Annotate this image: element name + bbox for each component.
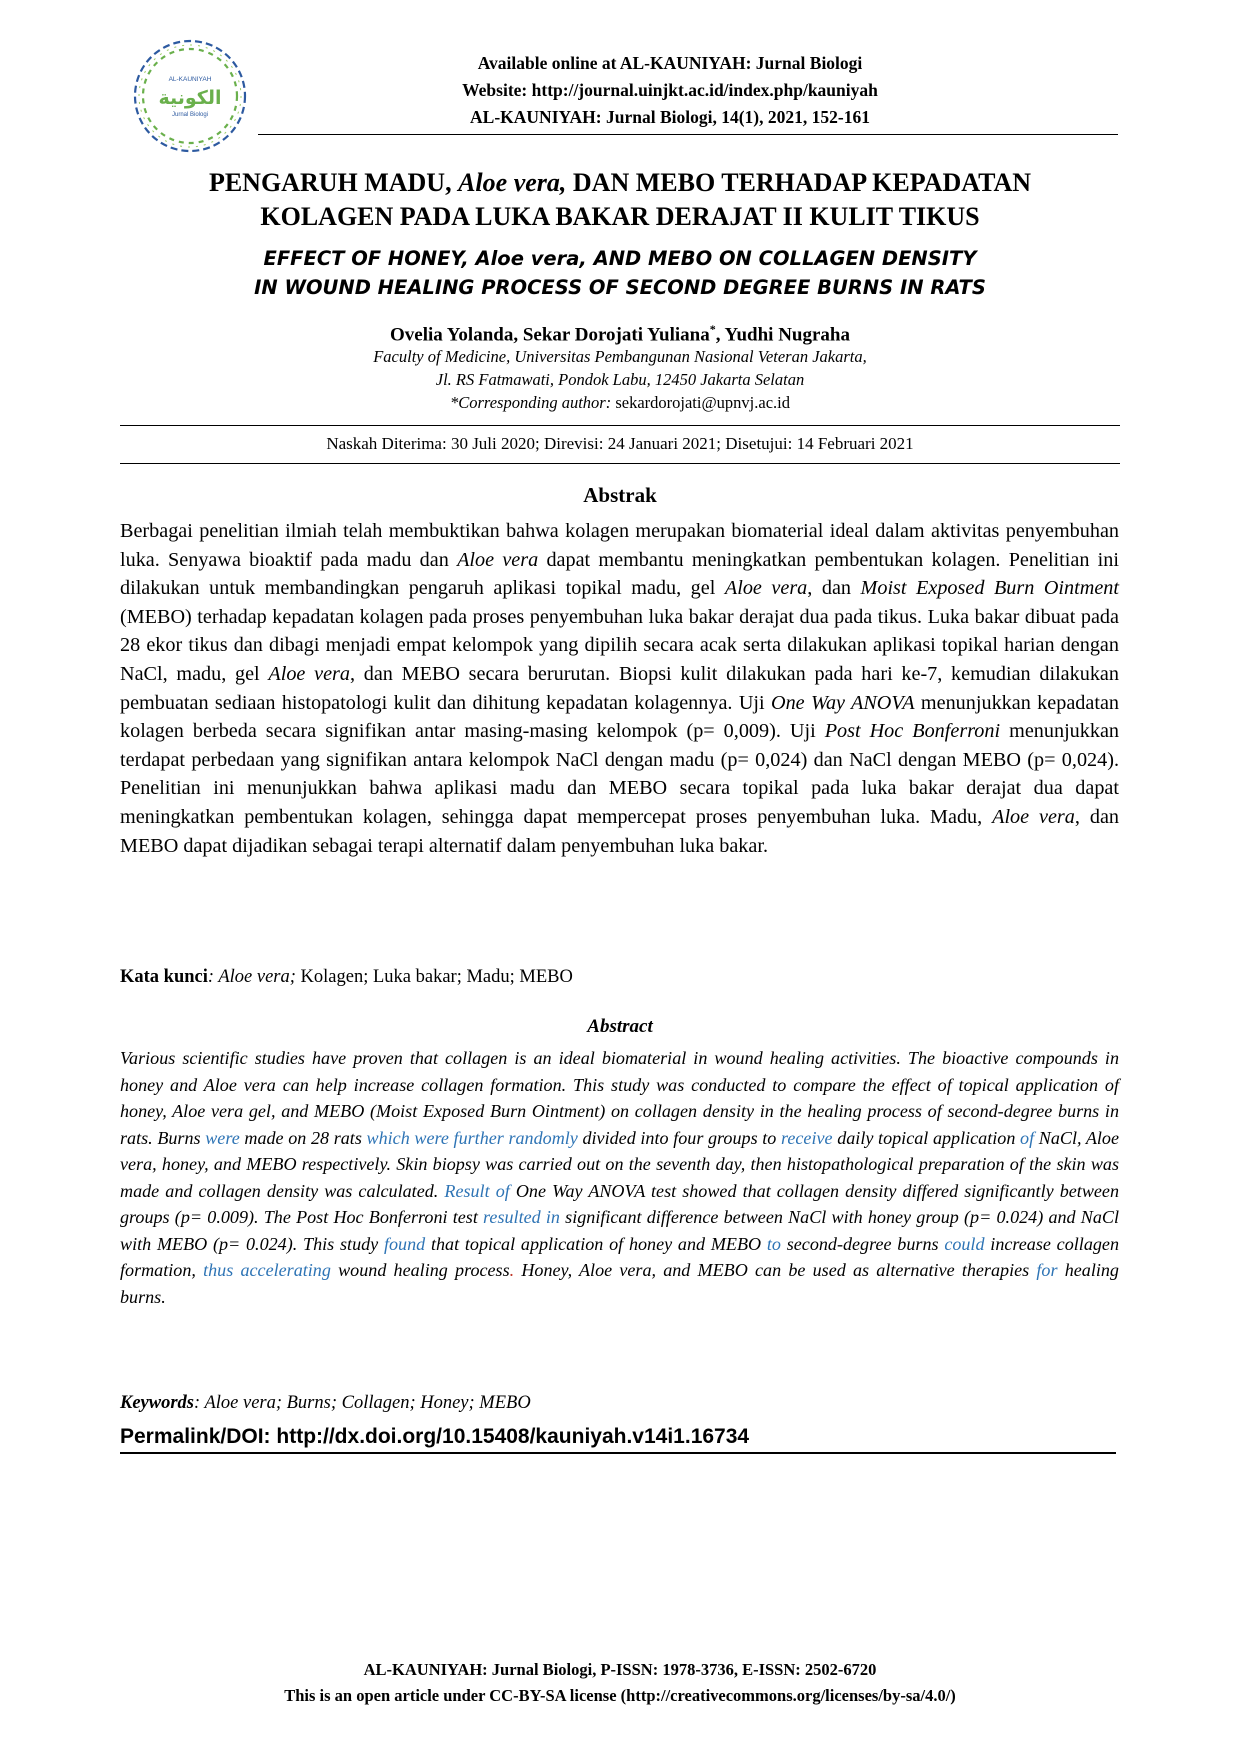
abstrak-text: dapat membantu meningkatkan pembentukan kolagen. Penelitian ini dilakukan untuk membandingkan pengaruh aplikasi topikal madu, gel: [120, 548, 1119, 600]
abstrak-text: , dan MEBO dapat dijadikan sebagai terapi alternatif dalam penyembuhan luka bakar.: [120, 805, 1119, 857]
kata-kunci: [120, 964, 1120, 990]
footer-issn: AL-KAUNIYAH: Jurnal Biologi, P-ISSN: 1978-3736, E-ISSN: 2502-6720: [363, 1660, 877, 1679]
corresponding-label: *Corresponding author:: [450, 393, 616, 412]
abstract-heading: Abstract: [587, 1016, 653, 1037]
abstract-edit: which were further randomly: [366, 1127, 578, 1148]
abstrak-italic: Moist Exposed Burn Ointment: [860, 577, 1119, 600]
header-citation: AL-KAUNIYAH: Jurnal Biologi, 14(1), 2021, 152-161: [470, 107, 870, 127]
keywords: [120, 1390, 1120, 1416]
abstrak-italic: Aloe vera: [992, 805, 1075, 828]
abstract-text: that topical application of honey and MEBO: [425, 1233, 767, 1254]
title-part: PENGARUH MADU,: [208, 168, 459, 197]
corresponding-mark: *: [709, 322, 716, 336]
abstrak-text: (MEBO) terhadap kepadatan kolagen pada proses penyembuhan luka bakar derajat dua pada tikus. Luka bakar dibuat pada 28 ekor tikus dan dibagi menjadi empat kelompok yang dipilih secara acak serta dilakukan aplikasi topikal harian dengan NaCl, madu, gel: [120, 605, 1119, 685]
english-title-line-2: IN WOUND HEALING PROCESS OF SECOND DEGREE BURNS IN RATS: [254, 276, 986, 299]
abstract-text: healing burns.: [120, 1260, 1119, 1307]
affiliation-line-2: Jl. RS Fatmawati, Pondok Labu, 12450 Jakarta Selatan: [435, 370, 805, 389]
english-title-line-1: EFFECT OF HONEY, Aloe vera, AND MEBO ON COLLAGEN DENSITY: [263, 247, 977, 270]
header-rule: [258, 134, 1118, 135]
abstract-text: One Way ANOVA test showed that collagen density differed significantly between groups (p= 0.009). The Post Hoc Bonferroni test: [120, 1180, 1119, 1227]
abstrak-heading: Abstrak: [583, 483, 657, 507]
logo-text-arabic: الكونية: [158, 87, 222, 109]
abstrak-italic: Aloe vera: [268, 662, 350, 685]
title-line-2: KOLAGEN PADA LUKA BAKAR DERAJAT II KULIT TIKUS: [260, 202, 980, 231]
abstrak-text: Berbagai penelitian ilmiah telah membuktikan bahwa kolagen merupakan biomaterial ideal dalam aktivitas penyembuhan luka. Senyawa bioaktif pada madu dan: [120, 520, 1119, 571]
author-list: [60, 316, 1180, 348]
corresponding-email: sekardorojati@upnvj.ac.id: [615, 393, 790, 412]
abstrak-text: menunjukkan terdapat perbedaan yang signifikan antara kelompok NaCl dengan madu (p= 0,024) dan NaCl dengan MEBO (p= 0,024). Penelitian ini menunjukkan bahwa aplikasi madu dan MEBO secara topikal pada luka bakar derajat dua dapat meningkatkan pembentukan kolagen, sehingga dapat mempercepat proses penyembuhan luka. Madu,: [120, 720, 1120, 828]
affiliation-line-1: Faculty of Medicine, Universitas Pembangunan Nasional Veteran Jakarta,: [373, 347, 867, 366]
title-line-1: [60, 166, 1180, 200]
abstract-text: Honey, Aloe vera, and MEBO can be used as alternative therapies: [514, 1260, 1037, 1280]
corresponding-author: [60, 391, 1180, 414]
abstract-edit: thus accelerating: [203, 1260, 331, 1280]
abstract-edit: resulted in: [483, 1207, 560, 1227]
title-italic-part: Aloe vera,: [458, 168, 567, 197]
keywords-list: : Aloe vera; Burns; Collagen; Honey; MEBO: [194, 1393, 531, 1413]
abstrak-italic: Post Hoc Bonferroni: [824, 720, 1001, 743]
kata-kunci-label: Kata kunci: [120, 967, 208, 987]
footer-license: This is an open article under CC-BY-SA license (http://creativecommons.org/licenses/by-sa/4.0/): [284, 1686, 956, 1705]
abstract-text: Various scientific studies have proven that collagen is an ideal biomaterial in wound healing activities. The bioactive compounds in honey and Aloe vera can help increase collagen formation. This study was conducted to compare the effect of topical application of honey, Aloe vera gel, and MEBO (Moist Exposed Burn Ointment) on collagen density in the healing process of second-degree burns in rats. Burns: [120, 1048, 1119, 1148]
abstract-edit: for: [1036, 1260, 1058, 1280]
header-availability: Available online at AL-KAUNIYAH: Jurnal Biologi: [477, 53, 863, 73]
doi-permalink[interactable]: Permalink/DOI: http://dx.doi.org/10.15408/kauniyah.v14i1.16734: [120, 1425, 750, 1448]
logo-text-top: AL-KAUNIYAH: [168, 76, 212, 83]
journal-logo: [130, 36, 250, 156]
abstract-text: increase collagen formation,: [120, 1233, 1119, 1280]
abstrak-italic: One Way ANOVA: [771, 691, 915, 714]
abstract-text: divided into four groups to: [577, 1127, 781, 1148]
abstract-edit: of: [1020, 1127, 1035, 1148]
abstrak-text: , dan: [807, 577, 861, 600]
abstract-edit: receive: [781, 1127, 833, 1148]
abstrak-italic: Aloe vera: [457, 548, 539, 571]
abstrak-italic: Aloe vera: [724, 577, 808, 600]
header-website: Website: http://journal.uinjkt.ac.id/index.php/kauniyah: [462, 80, 878, 100]
kata-kunci-list: Kolagen; Luka bakar; Madu; MEBO: [295, 967, 573, 987]
abstract-edit-mark: .: [509, 1260, 515, 1280]
title-part: DAN MEBO TERHADAP KEPADATAN: [566, 168, 1032, 197]
abstract-text: NaCl, Aloe vera, honey, and MEBO respectively. Skin biopsy was carried out on the seventh day, then histopathological preparation of the skin was made and collagen density was calculated.: [120, 1127, 1119, 1201]
abstract-edit: could: [944, 1233, 985, 1254]
abstract-edit: found: [383, 1233, 426, 1254]
abstract-body: [120, 1045, 1119, 1310]
doi-rule: [120, 1452, 1116, 1454]
abstract-edit: Result of: [444, 1180, 510, 1201]
kata-kunci-colon: :: [207, 967, 219, 987]
kata-kunci-italic: Aloe vera;: [218, 967, 296, 987]
abstract-edit: to: [766, 1233, 781, 1254]
abstract-text: wound healing process: [330, 1260, 510, 1280]
author-name: Sekar Dorojati Yuliana: [522, 324, 710, 346]
keywords-label: Keywords: [120, 1393, 194, 1413]
dates-rule-bottom: [120, 463, 1120, 464]
dates-rule-top: [120, 425, 1120, 426]
abstrak-text: menunjukkan kepadatan kolagen berbeda secara signifikan antar masing-masing kelompok (p= 0,009). Uji: [120, 691, 1120, 743]
abstract-text: made on 28 rats: [239, 1127, 367, 1148]
manuscript-dates: Naskah Diterima: 30 Juli 2020; Direvisi: 24 Januari 2021; Disetujui: 14 Februari 2021: [326, 434, 914, 453]
abstract-edit: were: [205, 1127, 240, 1148]
abstract-text: second-degree burns: [780, 1233, 945, 1254]
abstract-text: significant difference between NaCl with honey group (p= 0.024) and NaCl with MEBO (p= 0.024). This study: [120, 1207, 1119, 1254]
logo-text-bottom: Jurnal Biologi: [171, 112, 209, 118]
author-name: , Yudhi Nugraha: [715, 324, 850, 346]
abstrak-body: [120, 517, 1119, 860]
abstract-text: daily topical application: [832, 1127, 1021, 1148]
abstrak-text: , dan MEBO secara berurutan. Biopsi kulit dilakukan pada hari ke-7, kemudian dilakukan pembuatan sediaan histopatologi kulit dan dihitung kepadatan kolagennya. Uji: [120, 662, 1119, 714]
author-name: Ovelia Yolanda,: [389, 324, 523, 346]
